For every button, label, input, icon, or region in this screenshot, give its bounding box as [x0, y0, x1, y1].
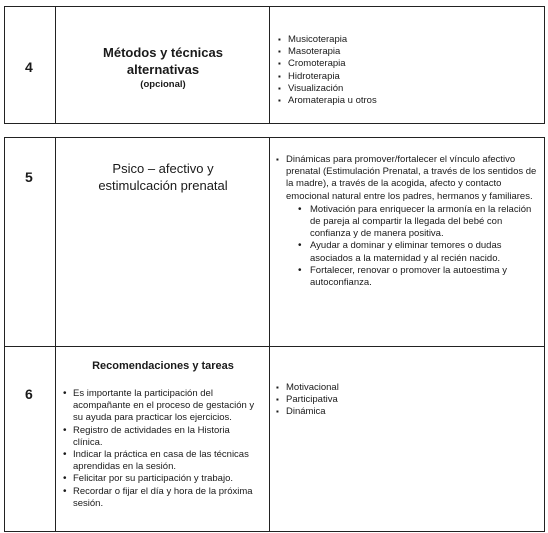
- list-item: ▪ Participativa: [276, 394, 536, 406]
- attributes-list: [276, 382, 536, 419]
- list-item: • Recordar o fijar el día y hora de la próxima sesión.: [63, 486, 261, 510]
- row-title: [57, 44, 269, 92]
- list-item: ▪ Visualización: [278, 83, 538, 95]
- list-item: • Registro de actividades en la Historia clínica.: [63, 425, 261, 449]
- column-divider: [269, 7, 270, 123]
- row-title: Recomendaciones y tareas: [92, 360, 234, 372]
- sub-list-item: • Motivación para enriquecer la armonía en la relación de pareja al compartir la llegada del bebé con confianza y de manera positiva.: [298, 204, 538, 241]
- row-number: 5: [25, 169, 33, 185]
- row-number: 4: [25, 59, 33, 75]
- list-item: ▪ Dinámica: [276, 406, 536, 418]
- title-line-1: Métodos y técnicas: [103, 45, 223, 60]
- table-row-4: [4, 6, 545, 124]
- recommendations-list: [63, 388, 261, 510]
- psycho-affective-content: [276, 154, 538, 289]
- column-divider: [55, 7, 56, 123]
- table-rows-5-6: [4, 137, 545, 532]
- list-item: • Felicitar por su participación y trabajo.: [63, 473, 261, 485]
- column-divider: [269, 138, 270, 531]
- list-item: • Indicar la práctica en casa de las técnicas aprendidas en la sesión.: [63, 449, 261, 473]
- row-divider: [5, 346, 544, 347]
- list-item: ▪ Masoterapia: [278, 46, 538, 58]
- title-line-2: alternativas: [126, 62, 200, 77]
- row-number: 6: [25, 386, 33, 402]
- row-subtitle: (opcional): [140, 79, 186, 90]
- list-item: ▪ Aromaterapia u otros: [278, 95, 538, 107]
- sub-list-item: • Fortalecer, renovar o promover la autoestima y autoconfianza.: [298, 265, 538, 289]
- methods-list: [278, 34, 538, 107]
- column-divider: [55, 138, 56, 531]
- list-item: ▪ Cromoterapia: [278, 58, 538, 70]
- list-item: ▪ Musicoterapia: [278, 34, 538, 46]
- row-title: [57, 160, 269, 194]
- list-item: • Es importante la participación del acompañante en el proceso de gestación y su ayuda para practicar los ejercicios.: [63, 388, 261, 425]
- list-item: ▪ Hidroterapia: [278, 71, 538, 83]
- list-item: ▪ Motivacional: [276, 382, 536, 394]
- main-list-item: ▪ Dinámicas para promover/fortalecer el vínculo afectivo prenatal (Estimulación Prenatal, a través de los sentidos de la madre), a través de la acogida, afecto y contacto emocional natural entre los padres, hermanos y familiares.: [276, 154, 538, 203]
- title-line-2: estimulcación prenatal: [98, 178, 228, 193]
- sub-list-item: • Ayudar a dominar y eliminar temores o dudas asociados a la maternidad y al recién nacido.: [298, 240, 538, 264]
- title-line-1: Psico – afectivo y: [112, 161, 214, 176]
